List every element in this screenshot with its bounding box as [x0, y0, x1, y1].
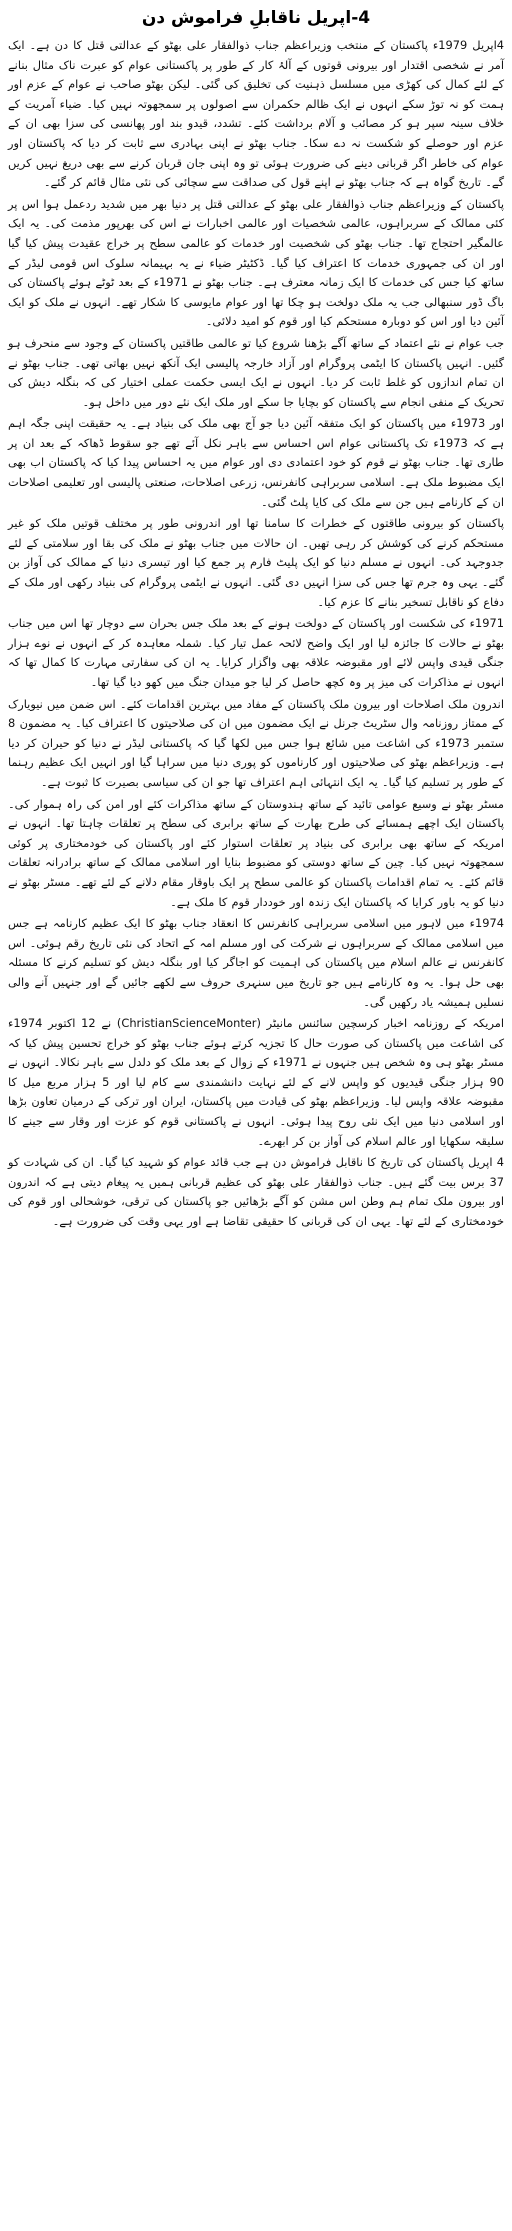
- article-paragraph: 1971ء کی شکست اور پاکستان کے دولخت ہونے کے بعد ملک جس بحران سے دوچار تھا اس میں جناب بھٹو نے حالات کا جائزہ لیا اور ایک واضح لائحہ عمل تیار کیا۔ شملہ معاہدہ کر کے انہوں نے نوے ہزار جنگی قیدی واپس لائے اور مقبوضہ علاقہ بھی واگزار کرایا۔ یہ ان کی سفارتی مہارت کا کمال تھا کہ انہوں نے مذاکرات کی میز پر وہ کچھ حاصل کر لیا جو میدان جنگ میں کھو دیا گیا تھا۔: [8, 616, 504, 689]
- article-paragraph: 4 اپریل پاکستان کی تاریخ کا ناقابل فراموش دن ہے جب قائد عوام کو شہید کیا گیا۔ ان کی شہادت کو 37 برس بیت گئے ہیں۔ جناب ذوالفقار علی بھٹو کی عظیم قربانی ہمیں یہ پیغام دیتی ہے کہ اندرون اور بیرون ملک تمام ہم وطن اس مشن کو آگے بڑھائیں جو پاکستان کی ترقی، خوشحالی اور قوم کی خودمختاری کے لئے تھا۔ یہی ان کی قربانی کا حقیقی تقاضا ہے اور یہی وقت کی ضرورت ہے۔: [8, 1155, 504, 1229]
- article-paragraph: 1974ء میں لاہور میں اسلامی سربراہی کانفرنس کا انعقاد جناب بھٹو کا ایک عظیم کارنامہ ہے جس میں اسلامی ممالک کے سربراہوں نے شرکت کی اور مسلم امہ کے اتحاد کی نئی تاریخ رقم ہوئی۔ اس کانفرنس نے عالم اسلام میں پاکستان کی اہمیت کو اجاگر کیا اور بنگلہ دیش کو تسلیم کرنے کا مسئلہ بھی حل ہوا۔ یہ وہ کارنامے ہیں جو تاریخ میں سنہری حروف سے لکھے جائیں گے اور جنہیں آنے والی نسلیں ہمیشہ یاد رکھیں گی۔: [8, 916, 504, 1009]
- article-paragraph: اندرون ملک اصلاحات اور بیرون ملک پاکستان کے مفاد میں بہترین اقدامات کئے۔ اس ضمن میں نیویارک کے ممتاز روزنامہ وال سٹریٹ جرنل نے ایک مضمون میں ان کی صلاحیتوں کا اعتراف کیا۔ یہ مضمون 8 ستمبر 1973ء کی اشاعت میں شائع ہوا جس میں لکھا گیا کہ پاکستانی لیڈر نے دنیا کو حیران کر دیا ہے۔ وزیراعظم بھٹو کی صلاحیتوں اور کارناموں کو پوری دنیا میں سراہا گیا اور انہیں ایک عظیم رہنما کے طور پر تسلیم کیا گیا۔ یہ ایک انتہائی اہم اعتراف تھا جو ان کی سیاسی بصیرت کا ثبوت ہے۔: [8, 696, 504, 789]
- article-headline: 4-اپریل ناقابلِ فراموش دن: [141, 8, 371, 28]
- article-paragraph: پاکستان کے وزیراعظم جناب ذوالفقار علی بھٹو کے عدالتی قتل پر دنیا بھر میں شدید ردعمل ہوا اس پر کئی ممالک کے سربراہوں، عالمی شخصیات اور عالمی اخبارات نے اس کی بھرپور مذمت کی۔ یہ ایک عالمگیر احتجاج تھا۔ جناب بھٹو کی شخصیت اور خدمات کو عالمی سطح پر خراج عقیدت پیش کیا گیا اور ان کی جمہوری خدمات کا اعتراف کیا گیا۔ ڈکٹیٹر ضیاء نے یہ بہیمانہ سلوک اس قومی لیڈر کے ساتھ کیا جس کی خدمات کا ایک زمانہ معترف ہے۔ جناب بھٹو نے 1971ء کے بعد ٹوٹے ہوئے پاکستان کی باگ ڈور سنبھالی جب یہ ملک دولخت ہو چکا تھا اور عوام مایوسی کا شکار تھے۔ انہوں نے ملک کو ایک آئین دیا اور اس کو دوبارہ مستحکم کیا اور قوم کو امید دلائی۔: [8, 196, 505, 329]
- article-paragraph: اور 1973ء میں پاکستان کو ایک متفقہ آئین دیا جو آج بھی ملک کی بنیاد ہے۔ یہ حقیقت اپنی جگہ اہم ہے کہ 1973ء تک پاکستانی عوام اس احساس سے باہر نکل آئے تھے جو سقوط ڈھاکہ کے بعد ان پر طاری تھا۔ جناب بھٹو نے قوم کو خود اعتمادی دی اور عوام میں یہ احساس پیدا کیا کہ پاکستان اب بھی ایک مضبوط ملک ہے۔ اسلامی سربراہی کانفرنس، زرعی اصلاحات، صنعتی پالیسی اور تعلیمی اصلاحات ان کے کارنامے ہیں جن سے ملک کی کایا پلٹ گئی۔: [8, 416, 504, 509]
- article-paragraph: جب عوام نے نئے اعتماد کے ساتھ آگے بڑھنا شروع کیا تو عالمی طاقتیں پاکستان کے وجود سے منحرف ہو گئیں۔ انہیں پاکستان کا ایٹمی پروگرام اور آزاد خارجہ پالیسی ایک آنکھ نہیں بھاتی تھی۔ جناب بھٹو نے ان تمام اندازوں کو غلط ثابت کر دیا۔ انہوں نے ایک ایسی حکمت عملی اختیار کی کہ بنگلہ دیش کی تحریک کے منفی انجام سے پاکستان کو بچایا جا سکے اور ملک ایک نئے دور میں داخل ہو۔: [8, 335, 504, 409]
- article-paragraph: مسٹر بھٹو نے وسیع عوامی تائید کے ساتھ ہندوستان کے ساتھ مذاکرات کئے اور امن کی راہ ہموار کی۔ پاکستان ایک اچھے ہمسائے کی طرح بھارت کے ساتھ برابری کی سطح پر تعلقات چاہتا تھا۔ انہوں نے امریکہ کے ساتھ بھی برابری کی بنیاد پر تعلقات استوار کئے اور پاکستان کی خودمختاری پر کوئی سمجھوتہ نہیں کیا۔ چین کے ساتھ دوستی کو مضبوط بنایا اور اسلامی ممالک کے ساتھ برادرانہ تعلقات قائم کئے۔ یہ تمام اقدامات پاکستان کو عالمی سطح پر ایک باوقار مقام دلانے کے لئے تھے۔ مسٹر بھٹو نے دنیا کو یہ باور کرایا کہ پاکستان ایک زندہ اور خوددار قوم کا ملک ہے۔: [8, 796, 504, 909]
- article-paragraph: امریکہ کے روزنامہ اخبار کرسچین سائنس مانیٹر (ChristianScienceMonter) نے 12 اکتوبر 1974ء کی اشاعت میں پاکستان کی صورت حال کا تجزیہ کرتے ہوئے جناب بھٹو کو خراج تحسین پیش کیا کہ مسٹر بھٹو ہی وہ شخص ہیں جنہوں نے 1971ء کے زوال کے بعد ملک کو دلدل سے باہر نکالا۔ انہوں نے 90 ہزار جنگی قیدیوں کو واپس لانے کے لئے نہایت دانشمندی سے کام لیا اور 5 ہزار مربع میل کا مقبوضہ علاقہ واپس لیا۔ وزیراعظم بھٹو کی قیادت میں پاکستان، ایران اور ترکی کے درمیان تعاون بڑھا اور اسلامی دنیا میں ایک نئی روح پیدا ہوئی۔ انہوں نے پاکستانی قوم کو عزت اور وقار سے جینے کا سلیقہ سکھایا اور عالم اسلام کی آواز بن کر ابھرے۔: [8, 1016, 504, 1148]
- article-paragraph: 4اپریل 1979ء پاکستان کے منتخب وزیراعظم جناب ذوالفقار علی بھٹو کے عدالتی قتل کا دن ہے۔ ایک آمر نے شخصی اقتدار اور بیرونی قوتوں کے آلۂ کار کے طور پر پاکستانی عوام کو عبرت ناک مثال بنانے کے لئے کمال کی کھڑی میں مسلسل ذہنیت کی تخلیق کی گئی۔ لیکن بھٹو صاحب نے عوام کے عزم اور ہمت کو نہ توڑ سکے انہوں نے ایک ظالم حکمران سے اصولوں پر سمجھوتہ نہیں کیا۔ ضیاء آمریت کے خلاف سینہ سپر ہو کر مصائب و آلام برداشت کئے۔ تشدد، قیدو بند اور پھانسی کی سزا بھی ان کے عزم اور حوصلے کو شکست نہ دے سکا۔ جناب بھٹو نے اپنی بہادری سے ثابت کر دیا کہ پاکستان اور عوام کی خاطر اگر قربانی دینے کی ضرورت ہوئی تو وہ اپنی جان قربان کرنے سے بھی دریغ نہیں کریں گے۔ تاریخ گواہ ہے کہ جناب بھٹو نے اپنے قول کی صداقت سے سچائی کی نئی مثال قائم کر گئے۔: [8, 38, 504, 190]
- article-paragraph: پاکستان کو بیرونی طاقتوں کے خطرات کا سامنا تھا اور اندرونی طور پر مختلف قوتیں ملک کو غیر مستحکم کرنے کی کوشش کر رہی تھیں۔ ان حالات میں جناب بھٹو نے ملک کی بقا اور سلامتی کے لئے جدوجہد کی۔ انہوں نے مسلم دنیا کو ایک پلیٹ فارم پر جمع کیا اور تیسری دنیا کے ممالک کی آواز بن گئے۔ یہی وہ جرم تھا جس کی سزا انہیں دی گئی۔ انہوں نے ایٹمی پروگرام کی بنیاد رکھی اور ملک کے دفاع کو ناقابل تسخیر بنانے کا عزم کیا۔: [8, 516, 504, 609]
